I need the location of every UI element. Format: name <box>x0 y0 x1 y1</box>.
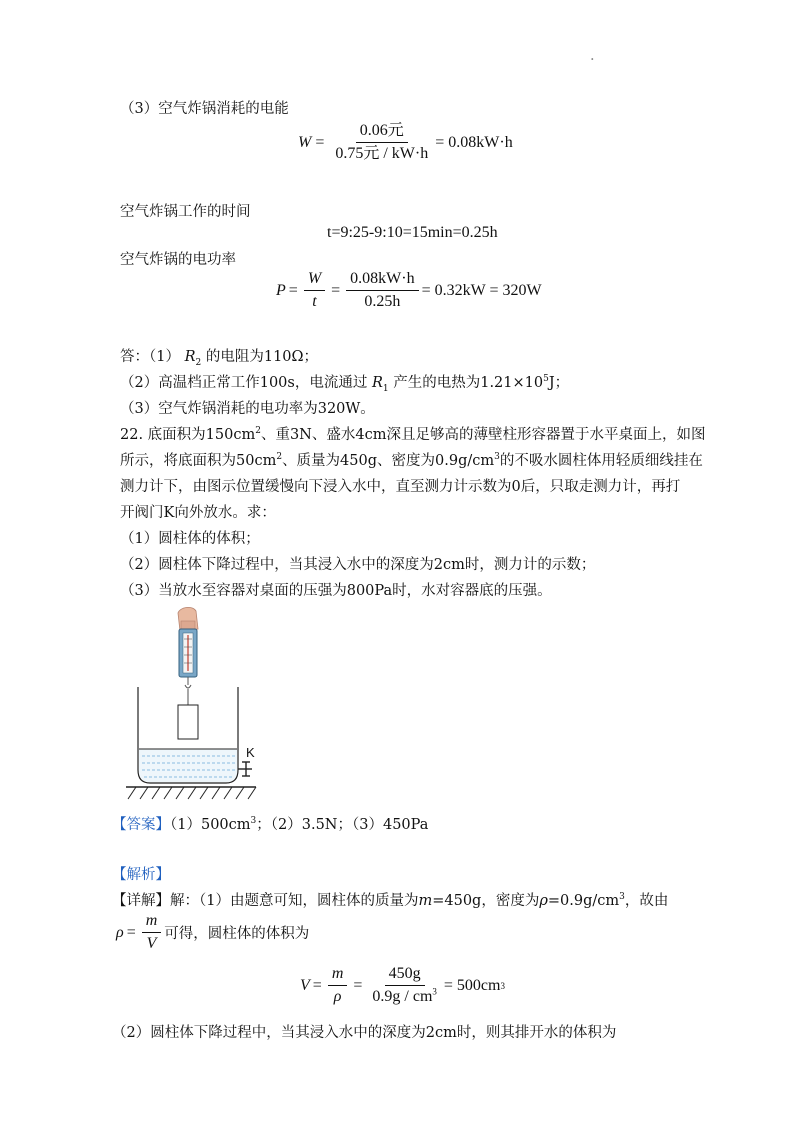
volume-result: = 500cm <box>443 976 501 994</box>
time-equation: t=9:25-9:10=15min=0.25h <box>327 224 498 241</box>
answer-1-sub: 2 <box>195 357 202 368</box>
container-figure <box>118 605 288 810</box>
answer-3: （3）空气炸锅消耗的电功率为320W。 <box>120 401 375 417</box>
answer-1-prefix: 答：（1） <box>120 349 180 365</box>
q22-line-4: 开阀门K向外放水。求： <box>120 505 276 521</box>
last-line: （2）圆柱体下降过程中，当其浸入水中的深度为2cm时，则其排开水的体积为 <box>112 1025 617 1041</box>
detail-text-c-sup: 3 <box>619 892 625 903</box>
volume-equation: V = $\frac{m}{\rho}$ = $\frac{450g}{0.9g / cm^3}$ = 500cm 3 <box>300 965 505 1006</box>
q22-line-2-sup1: 2 <box>276 452 283 463</box>
answer-2-sub: 1 <box>382 383 389 394</box>
volume-fraction-2 <box>368 965 441 1007</box>
volume-f2-denominator <box>368 986 441 1006</box>
section-3-heading: （3）空气炸锅消耗的电能 <box>120 101 289 117</box>
power-fraction-1 <box>304 270 325 312</box>
power-result: = 0.32kW = 320W <box>421 281 542 299</box>
rho-lhs: ρ <box>116 923 124 941</box>
answer-2-rest: 产生的电热为1.21×10 <box>393 375 544 391</box>
valve-label: K <box>246 745 255 760</box>
answer-1-var: R <box>184 349 196 365</box>
cylinder <box>178 705 198 739</box>
q22-line-2 <box>120 449 703 470</box>
rho-fraction <box>142 912 162 954</box>
power-f1-numerator: W <box>304 270 325 291</box>
answer-2-tail: J； <box>548 375 570 391</box>
energy-equation <box>298 122 513 164</box>
power-equation: P = $\frac{W}{t}$ = $\frac{0.08kW\cdot h}{0.25h}$ = 0.32kW = 320W <box>276 270 542 311</box>
energy-numerator: 0.06元 <box>356 122 408 143</box>
answer-2-prefix: （2）高温档正常工作100s，电流通过 <box>120 375 368 391</box>
corner-mark: · <box>590 52 595 68</box>
hand-icon <box>178 607 198 631</box>
answer-line <box>112 813 428 834</box>
volume-f2-den-sup: 3 <box>432 987 437 998</box>
table-surface <box>126 787 256 799</box>
energy-fraction <box>331 122 432 164</box>
detail-text-c: =0.9g/cm <box>547 893 620 909</box>
power-f1-denominator: t <box>312 293 317 311</box>
detail-text-d: ，故由 <box>624 893 669 909</box>
detail-tag: 【详解】 <box>112 893 170 909</box>
q22-sub-1: （1）圆柱体的体积； <box>120 531 260 547</box>
q22-line-2-c: 的不吸水圆柱体用轻质细线挂在 <box>499 453 703 469</box>
rho-denominator: V <box>146 935 157 953</box>
volume-f2-den-text: 0.9g / cm <box>372 988 433 1006</box>
power-lhs: P <box>276 281 286 299</box>
q22-line-1-b: 、重3N、盛水4cm深且足够高的薄壁柱形容器置于水平桌面上，如图 <box>260 427 706 443</box>
q22-line-2-b: 、质量为450g、密度为0.9g/cm <box>282 453 495 469</box>
energy-lhs: W <box>298 133 312 151</box>
rho-numerator: m <box>142 912 162 933</box>
q22-sub-2: （2）圆柱体下降过程中，当其浸入水中的深度为2cm时，测力计的示数； <box>120 557 596 573</box>
energy-equals: = <box>315 133 325 151</box>
volume-f1-numerator: m <box>328 965 348 986</box>
detail-m: m <box>418 893 433 909</box>
answer-2-exp: 5 <box>543 374 549 385</box>
q22-line-2-sup2: 3 <box>494 452 500 463</box>
rho-formula: ρ = $\frac{m}{V}$ 可得，圆柱体的体积为 <box>116 912 310 953</box>
time-heading: 空气炸锅工作的时间 <box>120 204 251 220</box>
water <box>139 749 237 782</box>
energy-denominator: 0.75元 / kW·h <box>335 145 429 163</box>
volume-fraction-1 <box>328 965 348 1007</box>
analysis-tag: 【解析】 <box>112 867 170 883</box>
answer-part-1-sup: 3 <box>250 816 257 827</box>
valve-icon <box>238 762 252 776</box>
q22-sub-3: （3）当放水至容器对桌面的压强为800Pa时，水对容器底的压强。 <box>120 583 552 599</box>
answer-1-rest: 的电阻为110Ω； <box>205 349 319 365</box>
answer-part-2: ；（2）3.5N；（3）450Pa <box>256 817 429 833</box>
answer-part-1: （1）500cm <box>170 817 251 833</box>
energy-result: = 0.08kW·h <box>435 133 513 151</box>
rho-after-text: 可得，圆柱体的体积为 <box>164 926 310 943</box>
answer-1 <box>120 345 318 366</box>
q22-line-2-a: 所示，将底面积为50cm <box>120 453 277 469</box>
volume-lhs: V <box>300 976 310 994</box>
detail-text-b: =450g，密度为 <box>432 893 540 909</box>
answer-2-var: R <box>371 375 383 391</box>
volume-f2-numerator: 450g <box>385 965 425 986</box>
detail-rho: ρ <box>539 893 548 909</box>
power-fraction-2 <box>346 270 418 312</box>
q22-line-3: 测力计下，由图示位置缓慢向下浸入水中，直至测力计示数为0后，只取走测力计，再打 <box>120 479 681 495</box>
detail-line <box>112 889 668 910</box>
power-f2-numerator: 0.08kW·h <box>346 270 418 291</box>
answer-tag: 【答案】 <box>112 817 170 833</box>
power-heading: 空气炸锅的电功率 <box>120 252 236 268</box>
q22-line-1 <box>120 423 705 444</box>
answer-2 <box>120 371 569 392</box>
power-f2-denominator: 0.25h <box>364 293 401 311</box>
q22-line-1-sup: 2 <box>255 426 261 437</box>
q22-line-1-a: 22. 底面积为150cm <box>120 427 256 443</box>
detail-text-a: 解：（1）由题意可知，圆柱体的质量为 <box>170 893 419 909</box>
spring-scale <box>179 629 197 688</box>
volume-f1-denominator: ρ <box>333 988 342 1006</box>
